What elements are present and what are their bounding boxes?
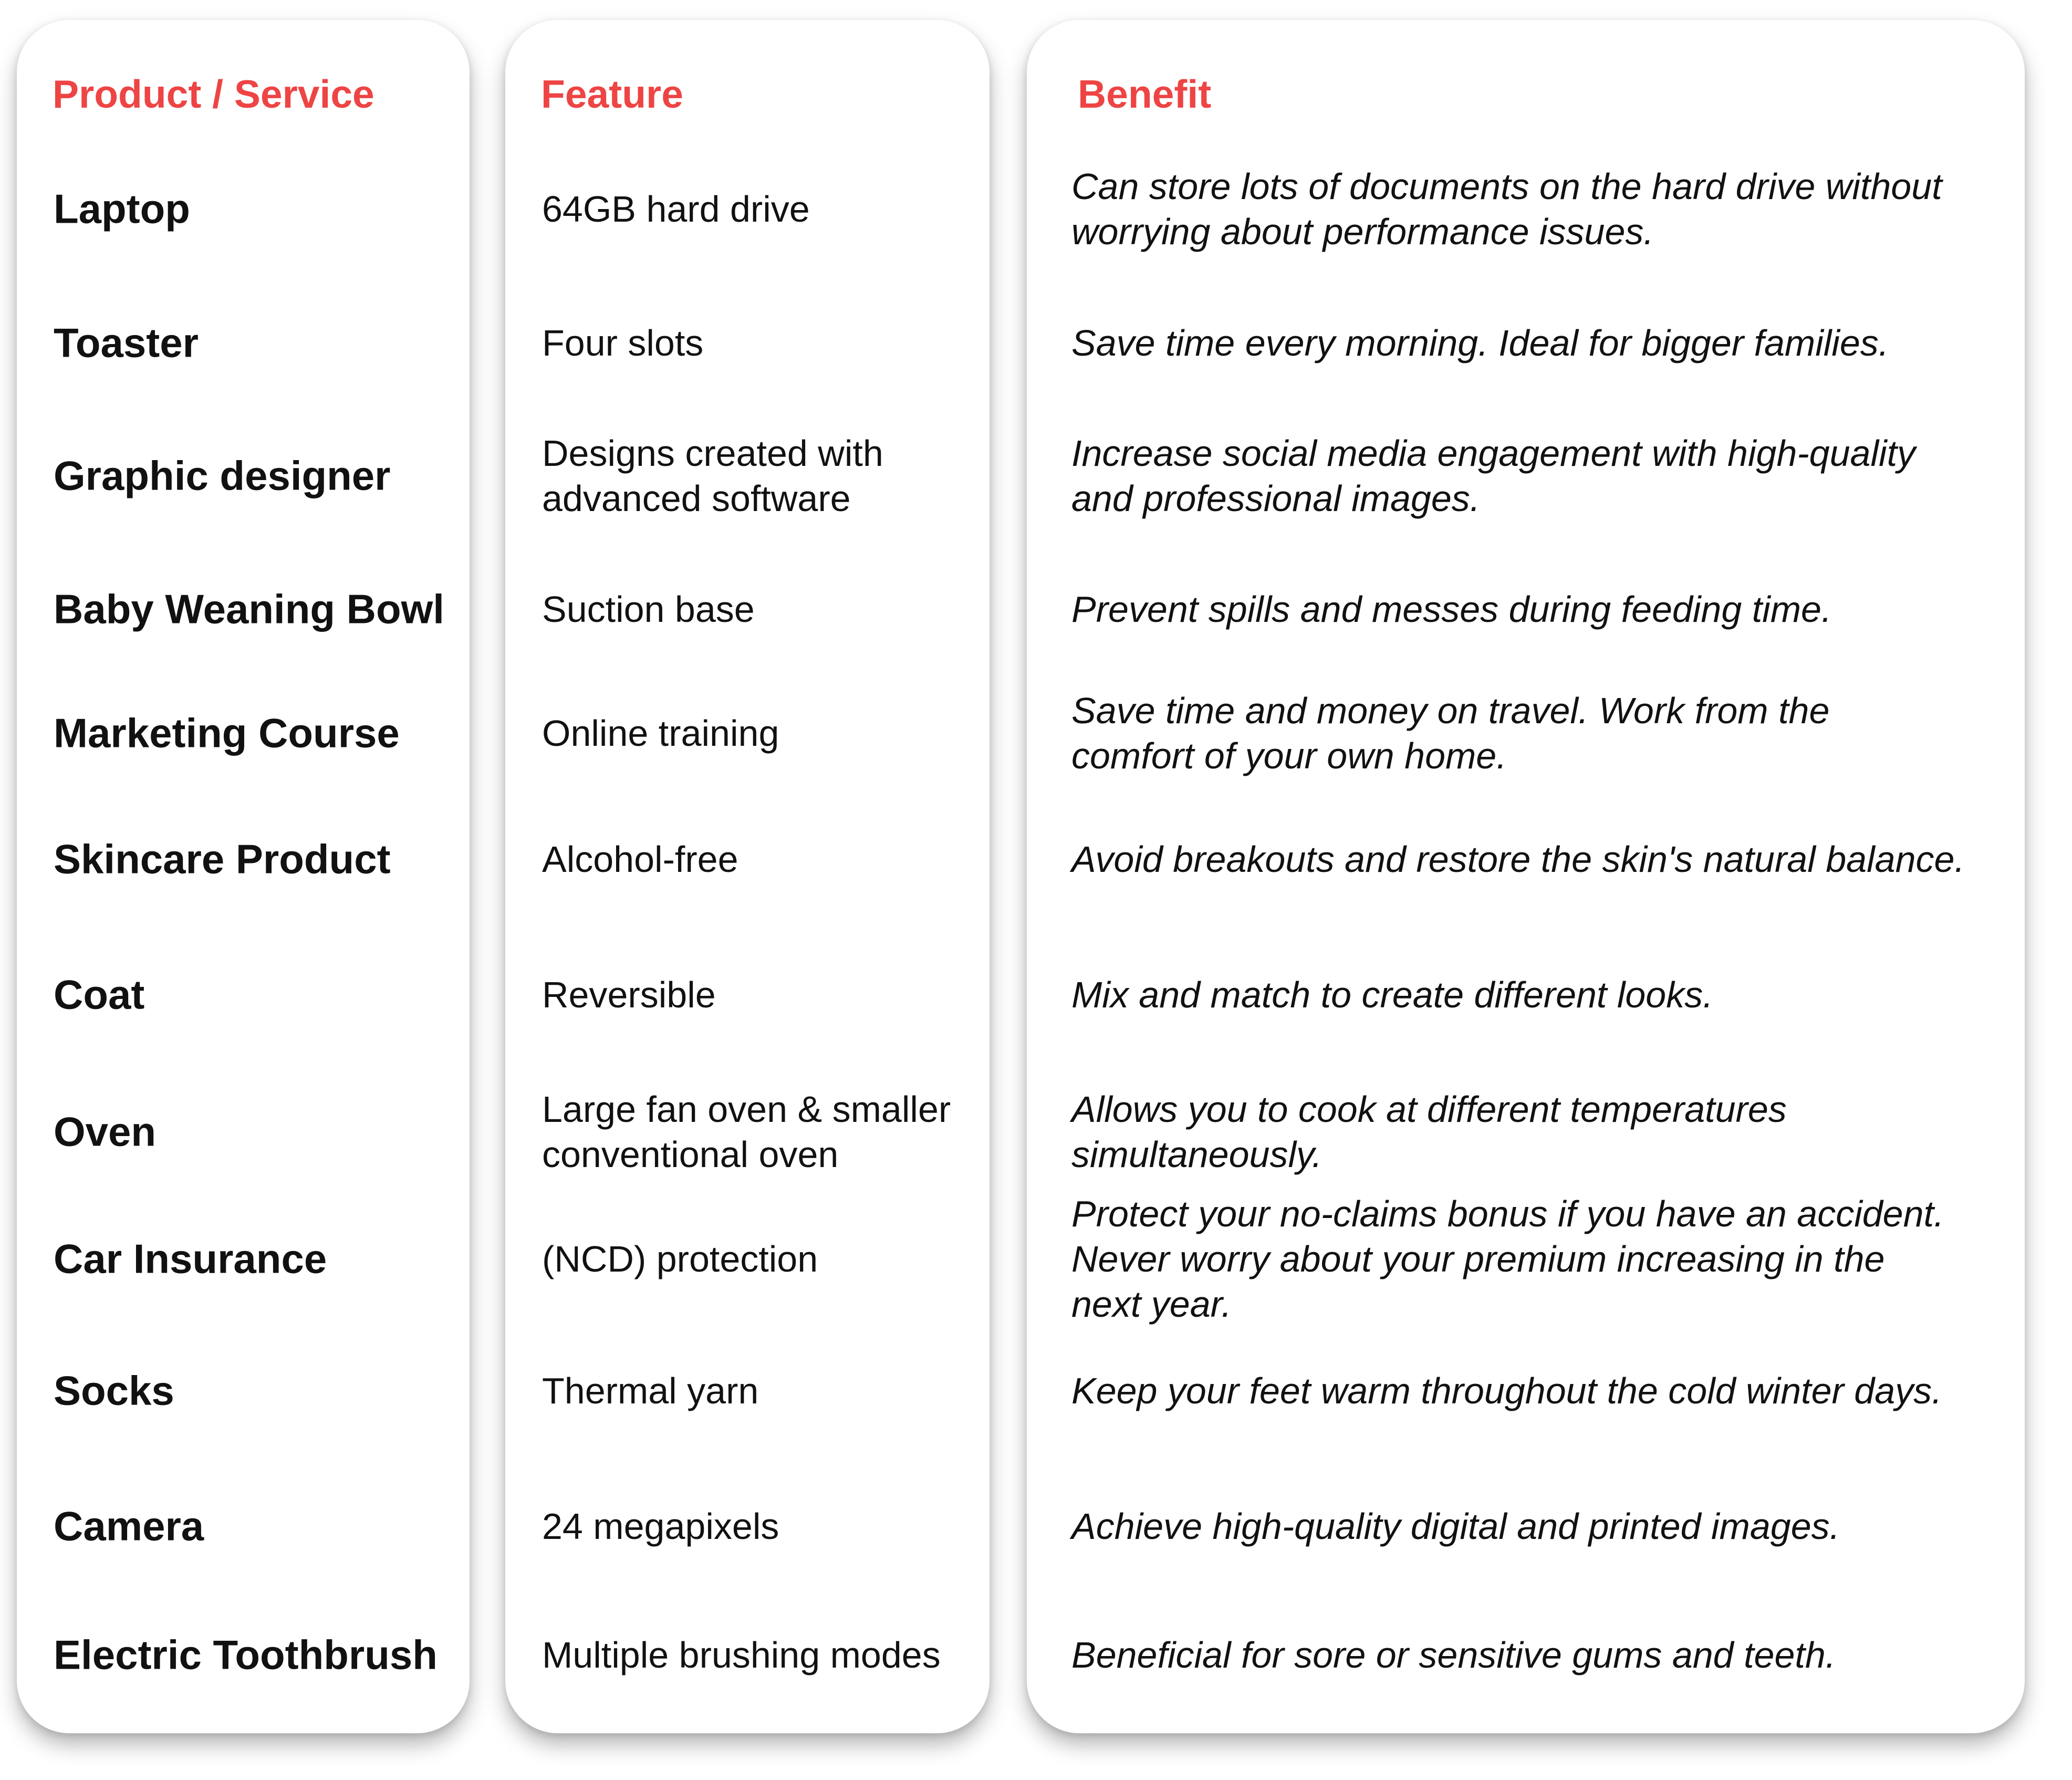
benefit-line: Save time every morning. Ideal for bigger families. <box>1071 322 1889 363</box>
benefit-line: Save time and money on travel. Work from the <box>1071 690 1830 731</box>
benefit-line: next year. <box>1071 1284 1232 1325</box>
feature-cell <box>542 587 755 632</box>
feature-line: Alcohol-free <box>542 839 738 880</box>
benefit-line: Prevent spills and messes during feeding time. <box>1071 589 1832 630</box>
benefit-cell <box>1071 972 1713 1017</box>
feature-line: 64GB hard drive <box>542 189 810 230</box>
product-cell: Toaster <box>54 319 199 366</box>
feature-line: Thermal yarn <box>542 1370 759 1411</box>
feature-line: (NCD) protection <box>542 1238 818 1279</box>
benefit-line: Achieve high-quality digital and printed images. <box>1071 1506 1840 1547</box>
feature-cell <box>542 186 810 232</box>
benefit-line: Beneficial for sore or sensitive gums and teeth. <box>1071 1635 1836 1675</box>
feature-cell <box>542 431 883 521</box>
feature-line: Suction base <box>542 589 755 630</box>
feature-header: Feature <box>541 72 683 116</box>
feature-line: Designs created with <box>542 433 883 474</box>
feature-cell <box>542 1632 941 1678</box>
feature-cell <box>542 1236 818 1282</box>
benefit-cell <box>1071 164 1942 254</box>
benefit-header: Benefit <box>1078 72 1212 116</box>
feature-cell <box>542 1087 951 1177</box>
benefit-line: simultaneously. <box>1071 1134 1323 1175</box>
product-cell: Car Insurance <box>54 1235 327 1282</box>
benefit-line: Mix and match to create different looks. <box>1071 974 1713 1015</box>
product-header: Product / Service <box>53 72 374 116</box>
feature-line: advanced software <box>542 478 851 519</box>
feature-line: Online training <box>542 713 779 754</box>
feature-cell <box>542 837 738 882</box>
feature-line: Four slots <box>542 322 704 363</box>
product-cell: Baby Weaning Bowl <box>54 586 444 632</box>
feature-line: conventional oven <box>542 1134 839 1175</box>
feature-line: Multiple brushing modes <box>542 1635 941 1675</box>
benefit-column-card <box>1027 20 2025 1733</box>
benefit-cell <box>1071 587 1831 632</box>
feature-cell <box>542 711 779 756</box>
benefit-line: Can store lots of documents on the hard drive without <box>1071 166 1942 207</box>
benefit-cell <box>1071 688 1829 778</box>
product-cell: Laptop <box>54 185 190 232</box>
feature-cell <box>542 320 703 366</box>
product-cell: Coat <box>54 971 145 1018</box>
feature-line: 24 megapixels <box>542 1506 779 1547</box>
benefit-cell <box>1071 1368 1942 1413</box>
benefit-cell <box>1071 1504 1840 1549</box>
feature-column-card <box>505 20 990 1733</box>
benefit-cell <box>1071 431 1915 521</box>
feature-cell <box>542 1368 758 1413</box>
benefit-line: Protect your no-claims bonus if you have an accident. <box>1071 1193 1944 1234</box>
benefit-cell <box>1071 1632 1836 1678</box>
benefit-line: and professional images. <box>1071 478 1481 519</box>
product-cell: Oven <box>54 1108 157 1155</box>
benefit-line: Never worry about your premium increasing in the <box>1071 1238 1885 1279</box>
feature-line: Large fan oven & smaller <box>542 1089 951 1130</box>
feature-cell <box>542 1504 779 1549</box>
benefit-line: worrying about performance issues. <box>1071 211 1654 252</box>
product-cell: Graphic designer <box>54 452 391 499</box>
feature-cell <box>542 972 716 1017</box>
benefit-line: Keep your feet warm throughout the cold winter days. <box>1071 1370 1942 1411</box>
product-cell: Electric Toothbrush <box>54 1631 438 1678</box>
product-column-card <box>17 20 470 1733</box>
benefit-line: Increase social media engagement with high-quality <box>1071 433 1916 474</box>
product-cell: Skincare Product <box>54 836 391 882</box>
benefit-cell <box>1071 837 1965 882</box>
product-cell: Socks <box>54 1367 174 1414</box>
product-cell: Camera <box>54 1503 204 1549</box>
benefit-line: comfort of your own home. <box>1071 735 1507 776</box>
benefit-line: Avoid breakouts and restore the skin's natural balance. <box>1071 839 1965 880</box>
feature-line: Reversible <box>542 974 716 1015</box>
benefit-cell <box>1071 1191 1944 1327</box>
benefit-cell <box>1071 1087 1787 1177</box>
product-cell: Marketing Course <box>54 710 400 756</box>
benefit-cell <box>1071 320 1889 366</box>
benefit-line: Allows you to cook at different temperatures <box>1071 1089 1787 1130</box>
